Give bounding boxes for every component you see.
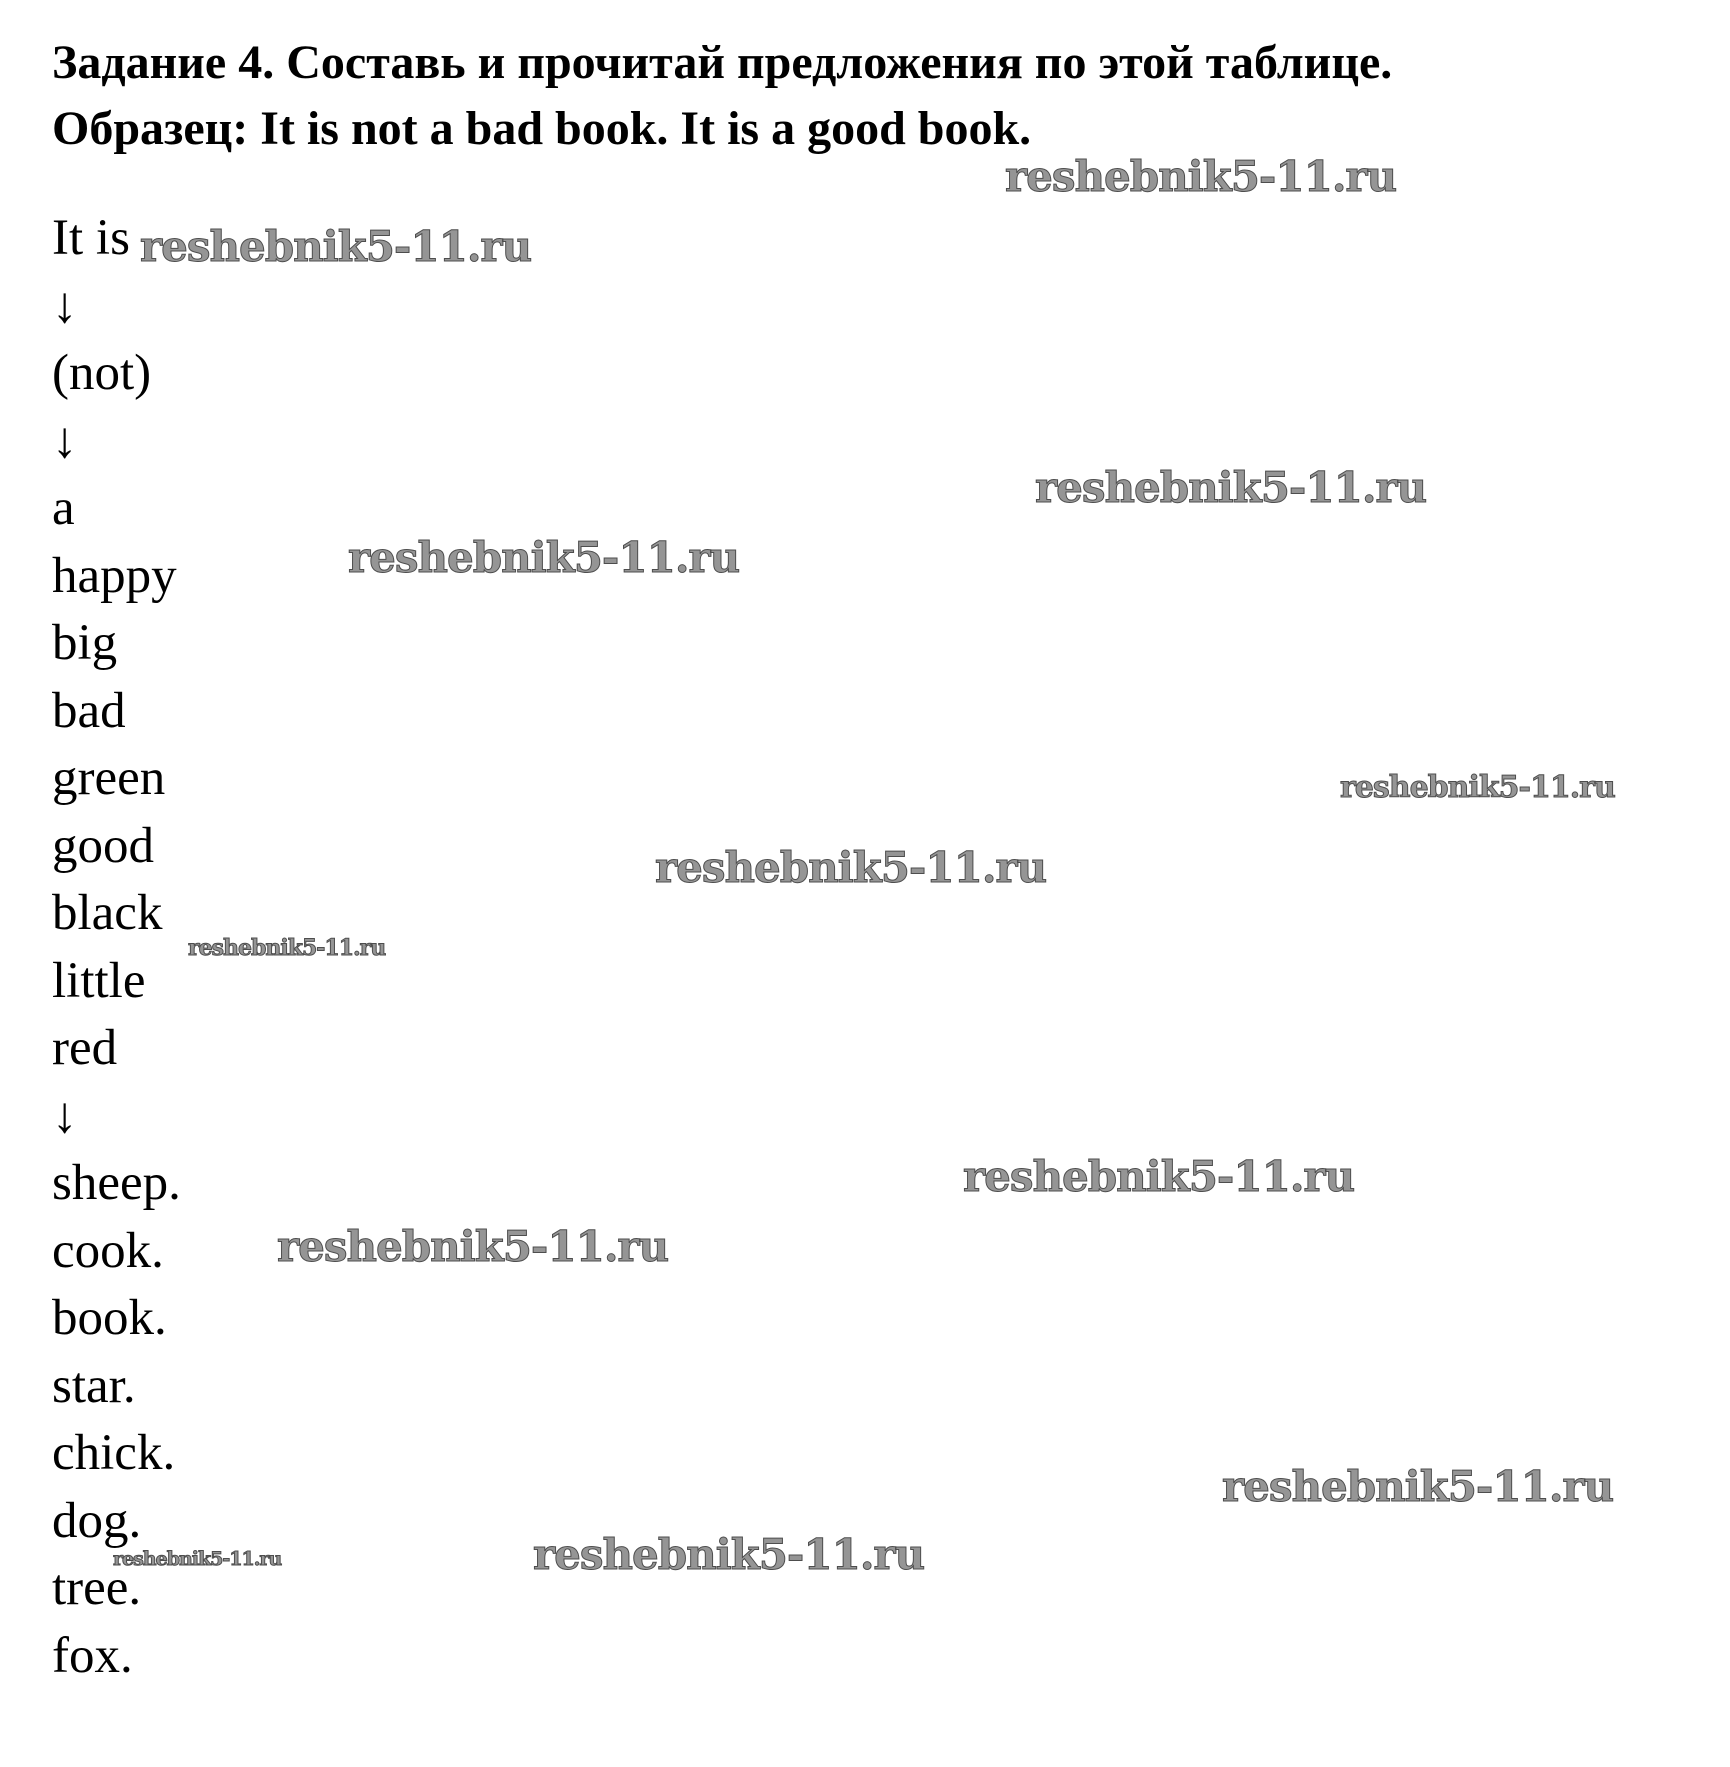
table-line: (not) — [52, 345, 152, 401]
noun-line: fox. — [52, 1627, 133, 1684]
watermark: reshebnik5-11.ru — [348, 533, 740, 582]
noun-line: book. — [52, 1290, 167, 1346]
noun-line: chick. — [52, 1425, 176, 1481]
watermark: reshebnik5-11.ru — [188, 935, 386, 961]
arrow-down-icon: ↓ — [52, 1087, 78, 1144]
task-title: Задание 4. Составь и прочитай предложения по этой таблице. — [52, 36, 1393, 89]
adjective-line: green — [52, 750, 166, 806]
table-line: a — [52, 480, 75, 536]
watermark: reshebnik5-11.ru — [533, 1530, 925, 1579]
noun-line: sheep. — [52, 1155, 181, 1211]
adjective-line: happy — [52, 547, 177, 604]
adjective-line: bad — [52, 682, 126, 739]
sentence-table — [52, 205, 181, 1690]
task-example: Образец: It is not a bad book. It is a good book. — [52, 102, 1032, 155]
adjective-line: good — [52, 817, 154, 874]
adjective-line: big — [52, 615, 118, 671]
noun-line: cook. — [52, 1222, 164, 1279]
adjective-line: red — [52, 1020, 118, 1076]
watermark: reshebnik5-11.ru — [1005, 152, 1397, 201]
watermark: reshebnik5-11.ru — [655, 843, 1047, 892]
watermark: reshebnik5-11.ru — [277, 1222, 669, 1271]
watermark: reshebnik5-11.ru — [1340, 770, 1615, 805]
noun-line: tree. — [52, 1560, 142, 1616]
table-line: It is — [52, 210, 130, 266]
task-heading — [52, 30, 1392, 162]
arrow-down-icon: ↓ — [52, 277, 78, 334]
noun-line: dog. — [52, 1492, 142, 1549]
watermark: reshebnik5-11.ru — [113, 1548, 282, 1570]
watermark: reshebnik5-11.ru — [140, 222, 532, 271]
arrow-down-icon: ↓ — [52, 412, 78, 469]
watermark: reshebnik5-11.ru — [1035, 463, 1427, 512]
adjective-line: little — [52, 952, 146, 1009]
watermark: reshebnik5-11.ru — [963, 1152, 1355, 1201]
watermark: reshebnik5-11.ru — [1222, 1462, 1614, 1511]
adjective-line: black — [52, 885, 163, 941]
noun-line: star. — [52, 1357, 136, 1414]
